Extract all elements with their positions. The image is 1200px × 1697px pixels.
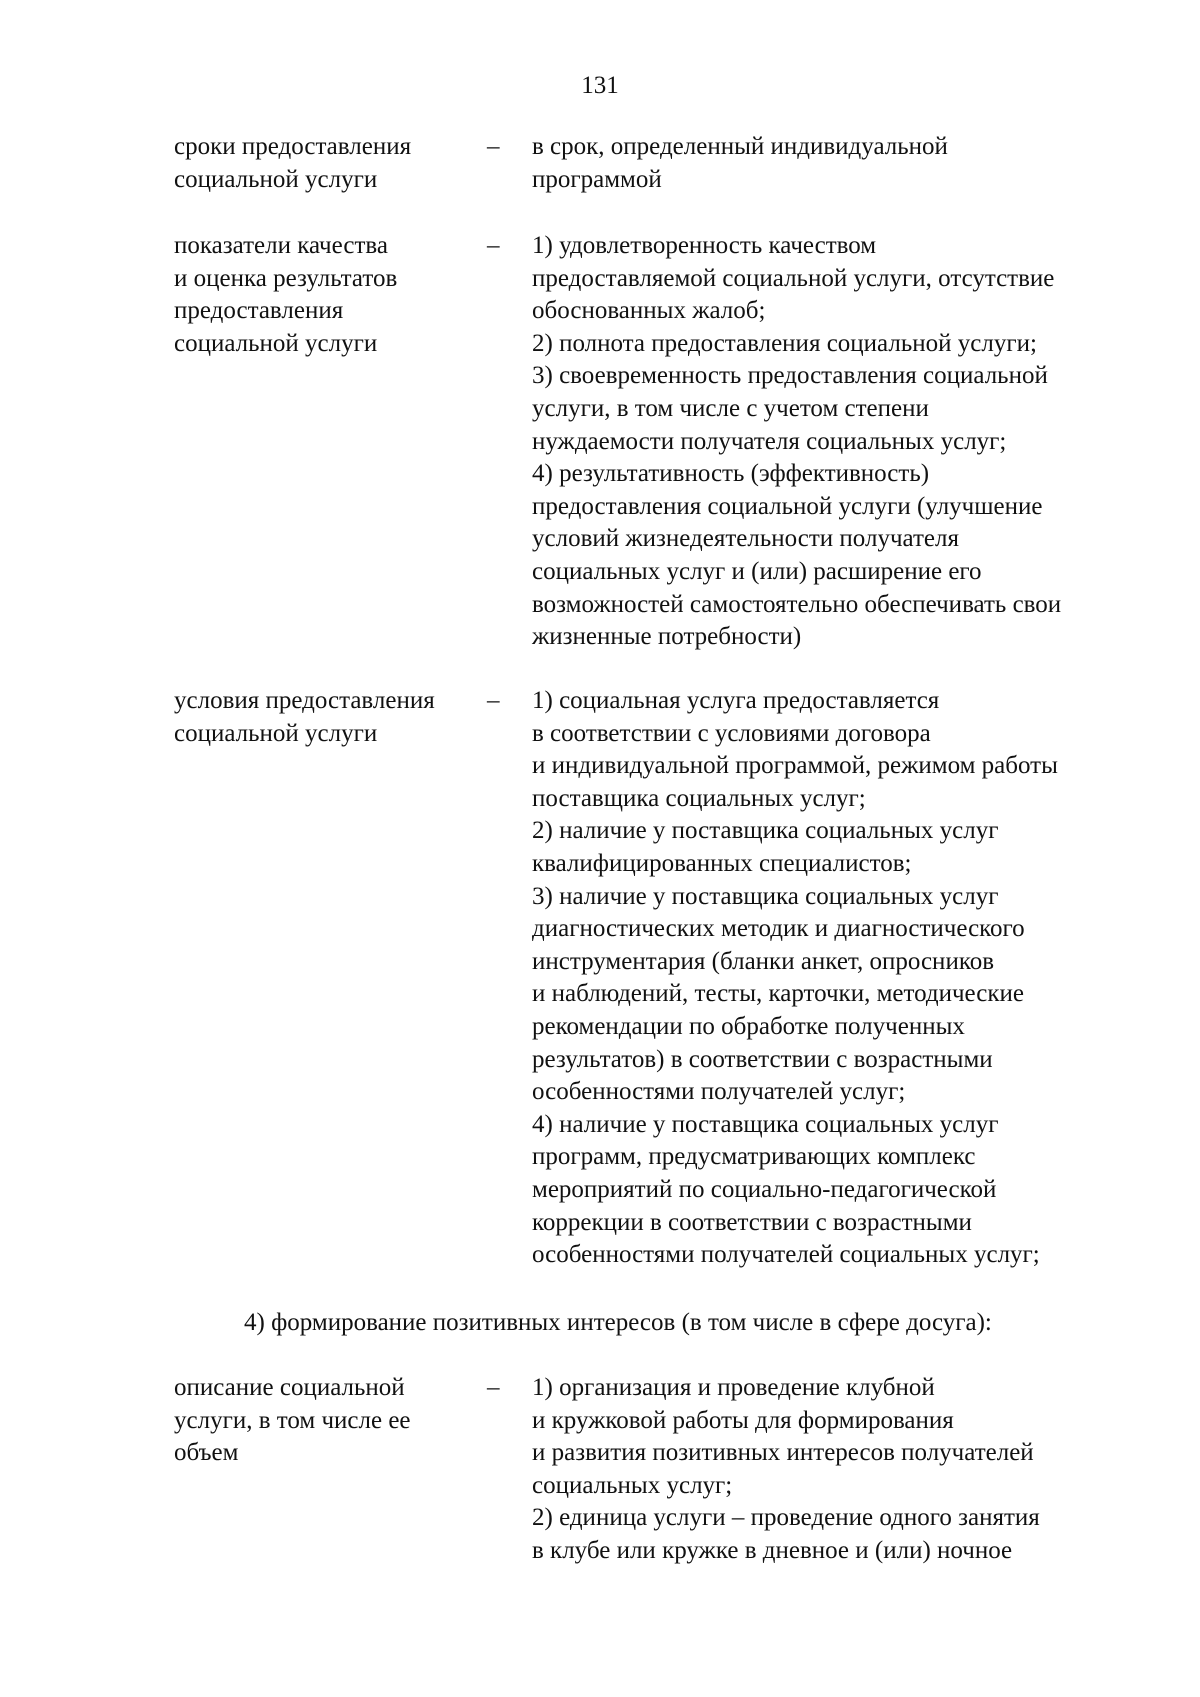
label-line: и оценка результатов: [174, 264, 398, 292]
value-line: 4) результативность (эффективность): [532, 460, 930, 488]
value-line: и наблюдений, тесты, карточки, методические: [532, 980, 1024, 1008]
value-line: в соответствии с условиями договора: [532, 719, 931, 747]
value-line: диагностических методик и диагностического: [532, 915, 1025, 943]
value-line: 2) единица услуги – проведение одного занятия: [532, 1504, 1040, 1532]
label-line: описание социальной: [174, 1374, 405, 1401]
row-value: [532, 1372, 1152, 1568]
value-line: программой: [532, 165, 662, 193]
value-line: особенностями получателей социальных услуг;: [532, 1241, 1040, 1269]
row-label: [174, 131, 474, 196]
label-line: объем: [174, 1439, 239, 1467]
value-line: 4) наличие у поставщика социальных услуг: [532, 1110, 999, 1138]
value-line: 2) полнота предоставления социальной услуги;: [532, 329, 1037, 357]
row-value: [532, 131, 1152, 196]
value-line: коррекции в соответствии с возрастными: [532, 1208, 972, 1236]
row-dash: –: [487, 1374, 500, 1401]
value-line: 3) наличие у поставщика социальных услуг: [532, 882, 999, 910]
page-number: 131: [581, 72, 619, 99]
value-line: услуги, в том числе с учетом степени: [532, 394, 929, 422]
value-line: 1) социальная услуга предоставляется: [532, 687, 940, 714]
value-line: предоставления социальной услуги (улучшение: [532, 492, 1043, 520]
row-value: [532, 685, 1152, 1272]
section-heading-text: 4) формирование позитивных интересов (в том числе в сфере досуга):: [244, 1309, 992, 1336]
label-line: предоставления: [174, 297, 344, 325]
value-line: и индивидуальной программой, режимом работы: [532, 752, 1058, 780]
value-line: 2) наличие у поставщика социальных услуг: [532, 817, 999, 845]
value-line: социальных услуг;: [532, 1471, 733, 1499]
label-line: показатели качества: [174, 232, 388, 259]
label-line: социальной услуги: [174, 719, 378, 747]
value-line: обоснованных жалоб;: [532, 297, 766, 325]
label-line: социальной услуги: [174, 165, 378, 193]
row-dash: –: [487, 232, 500, 259]
value-line: квалифицированных специалистов;: [532, 849, 912, 877]
row-dash: –: [487, 687, 500, 714]
value-line: результатов) в соответствии с возрастными: [532, 1045, 993, 1073]
value-line: в клубе или кружке в дневное и (или) ночное: [532, 1536, 1013, 1564]
value-line: 1) удовлетворенность качеством: [532, 232, 877, 259]
value-line: жизненные потребности): [532, 623, 802, 651]
value-line: и кружковой работы для формирования: [532, 1406, 954, 1434]
value-line: в срок, определенный индивидуальной: [532, 133, 948, 160]
value-line: возможностей самостоятельно обеспечивать свои: [532, 590, 1062, 618]
label-line: социальной услуги: [174, 329, 378, 357]
value-line: социальных услуг и (или) расширение его: [532, 557, 982, 585]
label-line: услуги, в том числе ее: [174, 1406, 411, 1434]
value-line: программ, предусматривающих комплекс: [532, 1143, 976, 1171]
row-label: [174, 685, 474, 750]
value-line: нуждаемости получателя социальных услуг;: [532, 427, 1007, 455]
label-line: условия предоставления: [174, 687, 435, 714]
value-line: поставщика социальных услуг;: [532, 784, 866, 812]
value-line: и развития позитивных интересов получателей: [532, 1439, 1034, 1467]
row-label: [174, 1372, 474, 1470]
value-line: мероприятий по социально-педагогической: [532, 1175, 997, 1203]
row-label: [174, 230, 474, 360]
value-line: предоставляемой социальной услуги, отсутствие: [532, 264, 1055, 292]
label-line: сроки предоставления: [174, 133, 412, 160]
value-line: условий жизнедеятельности получателя: [532, 525, 959, 553]
row-value: [532, 230, 1152, 654]
value-line: инструментария (бланки анкет, опросников: [532, 947, 994, 975]
value-line: рекомендации по обработке полученных: [532, 1012, 965, 1040]
value-line: 3) своевременность предоставления социальной: [532, 362, 1048, 390]
row-dash: –: [487, 133, 500, 160]
value-line: 1) организация и проведение клубной: [532, 1374, 935, 1401]
value-line: особенностями получателей услуг;: [532, 1078, 906, 1106]
